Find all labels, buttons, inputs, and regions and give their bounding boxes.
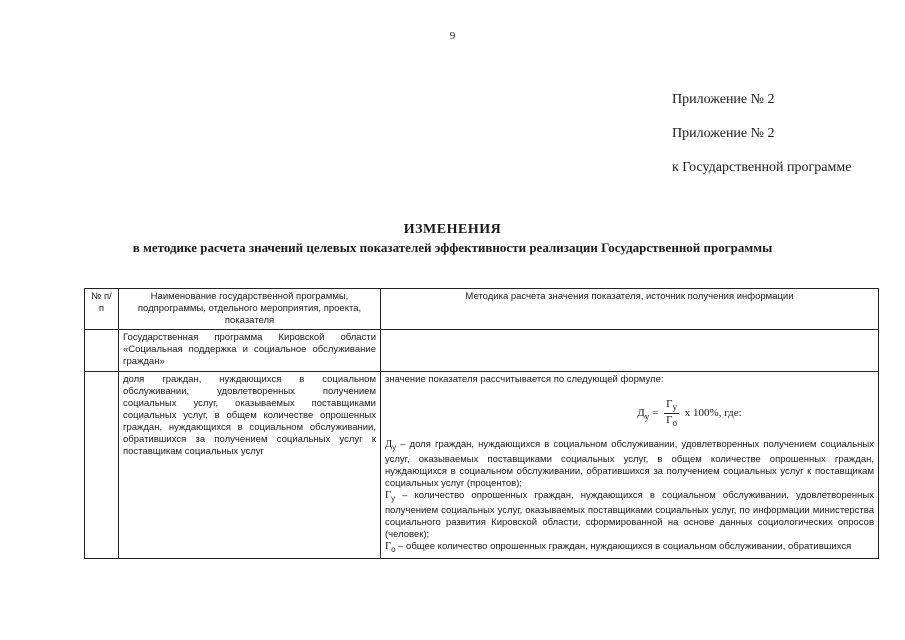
table-header-row (85, 289, 879, 330)
definition-item: $Д_у$ – доля граждан, нуждающихся в социальном обслуживании, удовлетворенных получением социальных услуг, оказываемых поставщиками социальных услуг, в общем количестве опрошенных граждан, нуждающихся в социальном обслуживании, обратившихся за получением социальных услуг к поставщикам социальных услуг (процентов); (385, 439, 874, 490)
document-title: ИЗМЕНЕНИЯ (403, 222, 502, 237)
program-num-cell (85, 330, 119, 372)
appendix-line-2: Приложение № 2 (672, 126, 775, 141)
appendix-line-3: к Государственной программе (672, 160, 852, 175)
formula-denominator: Г (666, 414, 673, 427)
program-method-cell (381, 330, 879, 372)
formula-numerator-sub: у (672, 402, 678, 413)
indicator-method-cell (381, 372, 879, 559)
program-name-cell: Государственная программа Кировской области «Социальная поддержка и социальное обслуживание граждан» (119, 330, 381, 372)
formula-tail: x 100%, где: (684, 407, 742, 420)
formula-lhs-sub: у (644, 411, 650, 422)
formula: $Д_у$ = $\frac{Г_у}{Г_о}$ x 100%, где: (637, 398, 742, 429)
document-subtitle: в методике расчета значений целевых показателей эффективности реализации Государственной программы (132, 240, 773, 255)
definition-item: $Г_о$ – общее количество опрошенных граждан, нуждающихся в социальном обслуживании, обратившихся (385, 541, 852, 555)
formula-lhs: Д (637, 407, 645, 420)
header-method: Методика расчета значения показателя, источник получения информации (381, 289, 879, 330)
indicator-num-cell (85, 372, 119, 559)
header-name: Наименование государственной программы, подпрограммы, отдельного мероприятия, проекта, показателя (119, 289, 381, 330)
method-intro: значение показателя рассчитывается по следующей формуле: (385, 374, 664, 385)
table-row-indicator (85, 372, 879, 559)
formula-fraction (664, 398, 679, 429)
changes-table (84, 288, 879, 559)
indicator-name-cell: доля граждан, нуждающихся в социальном обслуживании, удовлетворенных получением социальных услуг, оказываемых поставщиками социальных услуг, в общем количестве опрошенных граждан, нуждающихся в социальном обслуживании, обратившихся за получением социальных услуг к поставщикам социальных услуг (119, 372, 381, 559)
table-row-program (85, 330, 879, 372)
formula-numerator: Г (666, 398, 673, 410)
page-number: 9 (449, 30, 456, 42)
appendix-line-1: Приложение № 2 (672, 92, 775, 107)
definition-item: $Г_у$ – количество опрошенных граждан, нуждающихся в социальном обслуживании, удовлетворенных получением социальных услуг, оказываемых поставщиками социальных услуг, по информации министерства социального развития Кировской области, сформированной на основе данных социологических опросов (человек); (385, 490, 874, 541)
header-num: № п/п (85, 289, 119, 330)
formula-denominator-sub: о (672, 418, 678, 429)
